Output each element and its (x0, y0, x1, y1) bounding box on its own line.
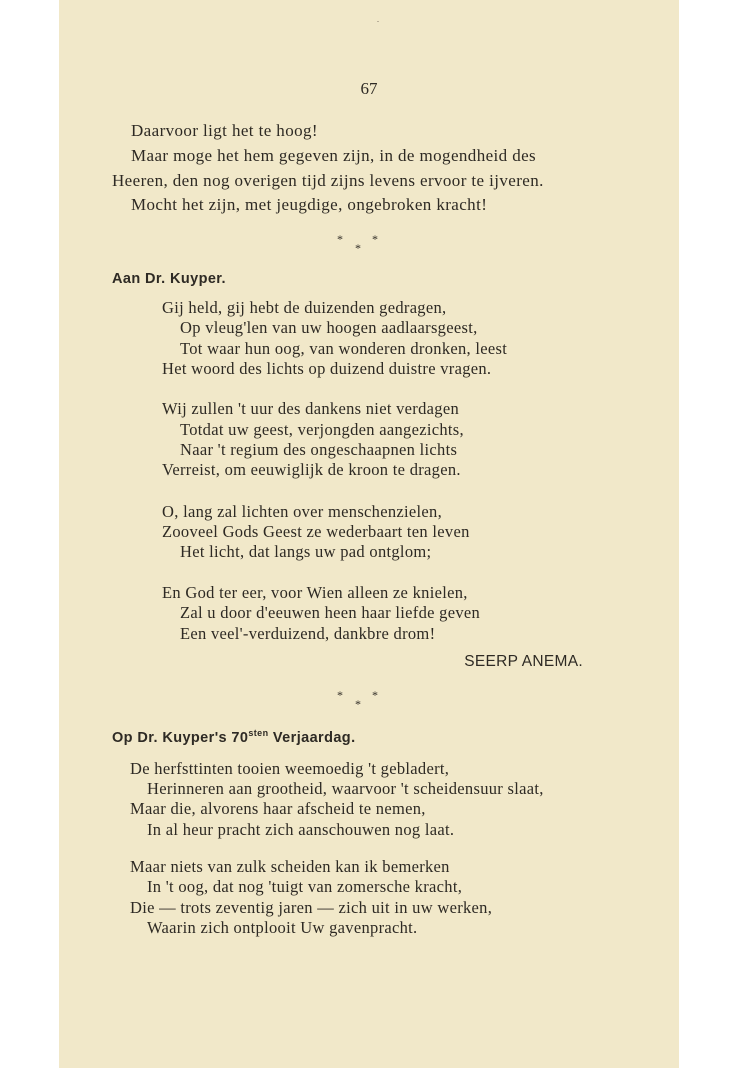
book-page (59, 0, 679, 1068)
page-speck (377, 21, 379, 22)
intro-line: Mocht het zijn, met jeugdige, ongebroken kracht! (131, 195, 488, 214)
poem-line: Het licht, dat langs uw pad ontglom; (180, 542, 432, 561)
poem-line: Maar die, alvorens haar afscheid te nemen, (130, 799, 426, 818)
poem-line: Verreist, om eeuwiglijk de kroon te dragen. (162, 460, 461, 479)
separator-star: * (337, 688, 343, 702)
poem-line: Wij zullen 't uur des dankens niet verdagen (162, 399, 459, 418)
poem-author: SEERP ANEMA. (464, 653, 583, 670)
poem-line: Herinneren aan grootheid, waarvoor 't scheidensuur slaat, (147, 779, 544, 798)
poem-line: In al heur pracht zich aanschouwen nog laat. (147, 820, 455, 839)
poem-line: Gij held, gij hebt de duizenden gedragen, (162, 298, 447, 317)
poem-line: Totdat uw geest, verjongden aangezichts, (180, 420, 464, 439)
separator-star: * (372, 688, 378, 702)
poem-line: Het woord des lichts op duizend duistre vragen. (162, 359, 492, 378)
separator-star: * (372, 232, 378, 246)
poem-line: Een veel'-verduizend, dankbre drom! (180, 624, 436, 643)
poem-title: Op Dr. Kuyper's $70^{sten}$ Verjaardag. (112, 728, 356, 746)
poem-line: Waarin zich ontplooit Uw gavenpracht. (147, 918, 418, 937)
poem-line: O, lang zal lichten over menschenzielen, (162, 502, 443, 521)
poem-line: Zooveel Gods Geest ze wederbaart ten leven (162, 522, 470, 541)
poem-line: Naar 't regium des ongeschaapnen lichts (180, 440, 458, 459)
page-number: 67 (360, 79, 378, 98)
poem-title: Aan Dr. Kuyper. (112, 271, 226, 287)
poem-line: En God ter eer, voor Wien alleen ze knielen, (162, 583, 468, 602)
poem-line: Tot waar hun oog, van wonderen dronken, leest (180, 339, 508, 358)
poem-line: Op vleug'len van uw hoogen aadlaarsgeest, (180, 318, 478, 337)
intro-line: Daarvoor ligt het te hoog! (131, 121, 318, 140)
poem-line: Maar niets van zulk scheiden kan ik bemerken (130, 857, 450, 876)
poem-line: Die — trots zeventig jaren — zich uit in uw werken, (130, 898, 493, 917)
separator-star: * (355, 241, 361, 255)
separator-star: * (337, 232, 343, 246)
separator-star: * (355, 697, 361, 711)
intro-line: Heeren, den nog overigen tijd zijns levens ervoor te ijveren. (112, 171, 544, 190)
poem-line: In 't oog, dat nog 'tuigt van zomersche kracht, (147, 877, 463, 896)
intro-line: Maar moge het hem gegeven zijn, in de mogendheid des (131, 146, 537, 165)
poem-line: Zal u door d'eeuwen heen haar liefde geven (180, 603, 481, 622)
poem-line: De herfsttinten tooien weemoedig 't gebladert, (130, 759, 450, 778)
